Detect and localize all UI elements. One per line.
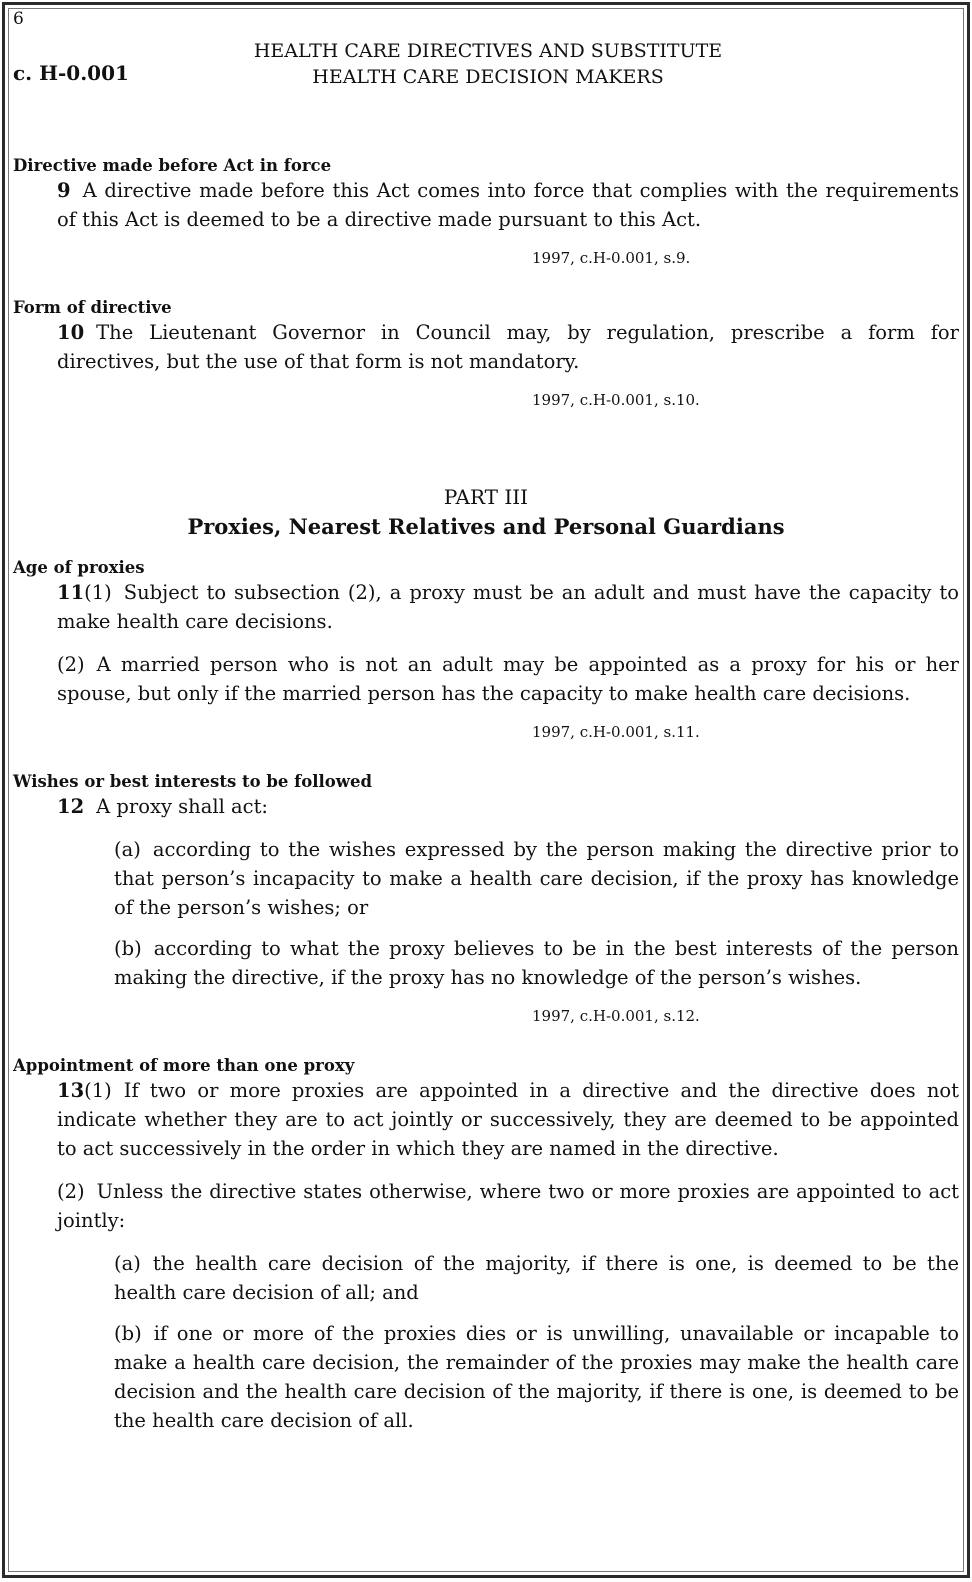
section-number: 10 — [57, 321, 85, 344]
running-title — [195, 38, 781, 90]
subsection-body: If two or more proxies are appointed in a directive and the directive does not indicate whether they are to act jointly or successively, they are deemed to be appointed to act successively in the order in which they are named in the directive. — [57, 1079, 959, 1160]
clause-body: the health care decision of the majority, if there is one, is deemed to be the health care decision of all; and — [114, 1252, 959, 1304]
clause-b — [114, 1319, 959, 1435]
section-10 — [13, 298, 959, 410]
subsection-label: (2) — [57, 653, 85, 676]
clause-body: if one or more of the proxies dies or is unwilling, unavailable or incapable to make a health care decision, the remainder of the proxies may make the health care decision and the health care decision of the majority, if there is one, is deemed to be the health care decision of all. — [114, 1322, 959, 1432]
section-text — [57, 176, 959, 234]
page-number: 6 — [13, 9, 24, 29]
running-title-line-1: HEALTH CARE DIRECTIVES AND SUBSTITUTE — [253, 40, 723, 62]
section-heading: Directive made before Act in force — [13, 156, 332, 175]
section-text — [57, 792, 959, 821]
section-heading: Age of proxies — [13, 558, 145, 577]
clause-a — [114, 1249, 959, 1307]
chapter-reference: c. H-0.001 — [13, 61, 129, 85]
section-heading: Form of directive — [13, 298, 172, 317]
section-13 — [13, 1056, 959, 1435]
clause-a — [114, 835, 959, 922]
running-title-line-2: HEALTH CARE DECISION MAKERS — [312, 66, 664, 88]
clause-label: (b) — [114, 937, 142, 960]
clause-label: (b) — [114, 1322, 142, 1345]
section-9 — [13, 156, 959, 268]
part-label: PART III — [443, 485, 529, 509]
section-citation: 1997, c.H-0.001, s.12. — [532, 1007, 700, 1025]
subsection-1 — [57, 578, 959, 636]
section-number: 12 — [57, 795, 85, 818]
clause-body: according to what the proxy believes to be in the best interests of the person making the directive, if the proxy has no knowledge of the person’s wishes. — [114, 937, 959, 989]
section-heading: Appointment of more than one proxy — [13, 1056, 355, 1075]
subsection-body: Unless the directive states otherwise, where two or more proxies are appointed to act jointly: — [57, 1180, 959, 1232]
section-text — [57, 318, 959, 376]
section-11 — [13, 558, 959, 742]
subsection-body: Subject to subsection (2), a proxy must be an adult and must have the capacity to make health care decisions. — [57, 581, 959, 633]
document-body — [13, 156, 959, 1435]
section-body: A proxy shall act: — [96, 795, 268, 818]
clause-body: according to the wishes expressed by the person making the directive prior to that person’s incapacity to make a health care decision, if the proxy has knowledge of the person’s wishes; or — [114, 838, 959, 919]
section-citation: 1997, c.H-0.001, s.9. — [532, 249, 691, 267]
clause-label: (a) — [114, 838, 141, 861]
section-body: The Lieutenant Governor in Council may, by regulation, prescribe a form for directives, but the use of that form is not mandatory. — [57, 321, 959, 373]
section-body: A directive made before this Act comes into force that complies with the requirements of this Act is deemed to be a directive made pursuant to this Act. — [57, 179, 959, 231]
clause-b — [114, 934, 959, 992]
subsection-2 — [57, 1177, 959, 1235]
document-page — [2, 2, 970, 1578]
subsection-label: (2) — [57, 1180, 85, 1203]
section-citation: 1997, c.H-0.001, s.11. — [532, 723, 700, 741]
section-citation: 1997, c.H-0.001, s.10. — [532, 391, 700, 409]
subsection-2 — [57, 650, 959, 708]
subsection-label: (1) — [84, 1079, 112, 1102]
part-name: Proxies, Nearest Relatives and Personal Guardians — [187, 514, 785, 539]
clause-label: (a) — [114, 1252, 141, 1275]
section-12 — [13, 772, 959, 1026]
section-heading: Wishes or best interests to be followed — [13, 772, 373, 791]
section-number: 13 — [57, 1079, 85, 1102]
subsection-body: A married person who is not an adult may be appointed as a proxy for his or her spouse, but only if the married person has the capacity to make health care decisions. — [57, 653, 959, 705]
subsection-label: (1) — [84, 581, 112, 604]
section-number: 9 — [57, 179, 71, 202]
section-number: 11 — [57, 581, 85, 604]
subsection-1 — [57, 1076, 959, 1163]
